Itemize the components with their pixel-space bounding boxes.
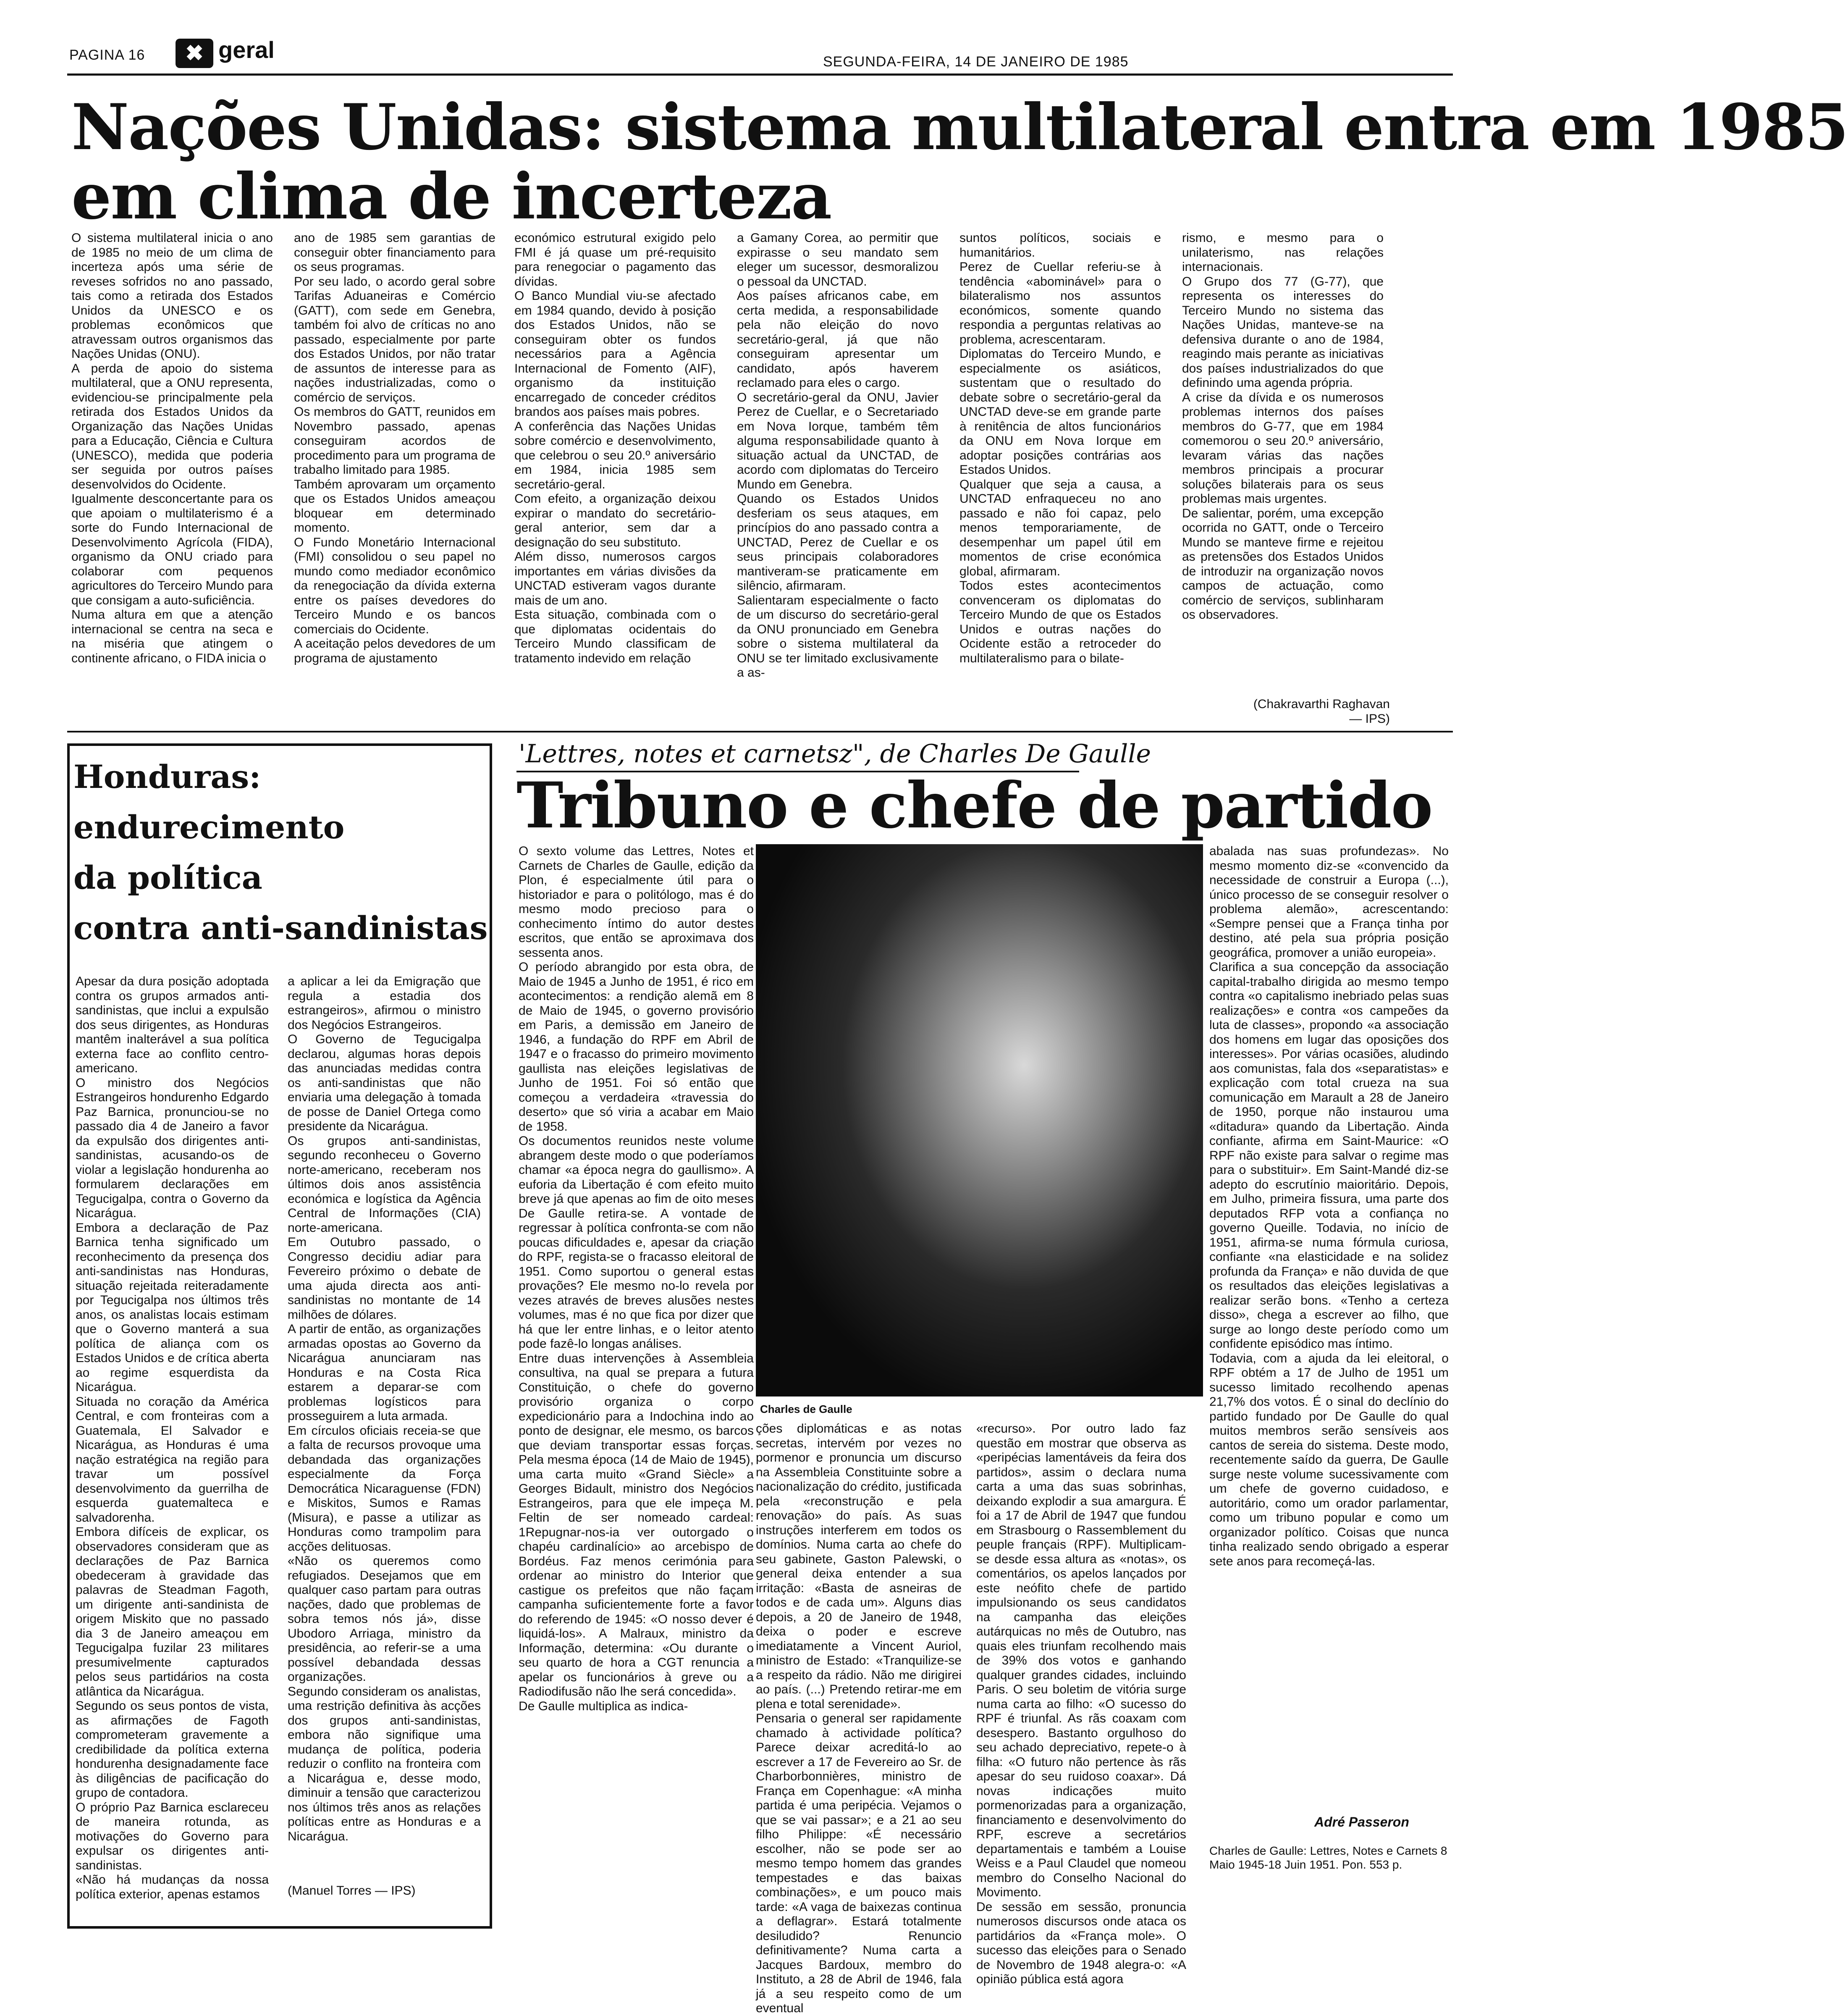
section-name: geral (218, 37, 275, 63)
charles-de-gaulle-photo (756, 844, 1203, 1396)
article-divider (67, 731, 1453, 732)
main-headline-line2: em clima de incerteza (71, 160, 831, 234)
article1-column-6: rismo, e mesmo para o unilaterismo, nas relações internacionais. O Grupo dos 77 (G-77), que representa os interesses do Terceiro Mundo no sistema das Nações Unidas, manteve-se na defensiva durante o ano de 1984, reagindo mais perante as iniciativas dos países industrializados do que definindo uma agenda própria. A crise da dívida e os numerosos problemas internos dos países membros do G-77, que em 1984 comemorou o seu 20.º aniversário, levaram várias das nações membros principais a procurar soluções bilaterais para os seus problemas mais urgentes. De salientar, porém, uma excepção ocorrida no GATT, onde o Terceiro Mundo se manteve firme e rejeitou as pretensões dos Estados Unidos de introduzir na organização novos campos de actuação, como comércio de serviços, sublinharam os observadores. (1182, 231, 1384, 622)
gaulle-column-1: O sexto volume das Lettres, Notes et Carnets de Charles de Gaulle, edição da Plon, é especialmente útil para o historiador e para o politólogo, mas é do mesmo modo precioso para o conhecimento íntimo do autor destes escritos, que então se aproximava dos sessenta anos. O período abrangido por esta obra, de Maio de 1945 a Junho de 1951, é rico em acontecimentos: a rendição alemã em 8 de Maio de 1945, o governo provisório em Paris, a demissão em Janeiro de 1946, a fundação do RPF em Abril de 1947 e o fracasso do primeiro movimento gaullista nas eleições legislativas de Junho de 1951. Foi só então que começou a verdadeira «travessia do deserto» que só viria a acabar em Maio de 1958. Os documentos reunidos neste volume abrangem deste modo o que poderíamos chamar «a época negra do gaullismo». A euforia da Libertação é com efeito muito breve já que apenas ao fim de oito meses De Gaulle retira-se. A vontade de regressar à política confronta-se com não poucas dificuldades e, apesar da criação do RPF, regista-se o fracasso eleitoral de 1951. Como suportou o general estas provações? Ele mesmo no-lo revela por vezes através de breves alusões nestes volumes, mas é no que fica por dizer que há que ler entre linhas, e o leitor atento pode fazê-lo longas análises. Entre duas intervenções à Assembleia consultiva, na qual se prepara a futura Constituição, o chefe do governo provisório organiza o corpo expedicionário para a Indochina indo ao ponto de designar, ele mesmo, os barcos que deviam transportar essas forças. Pela mesma época (14 de Maio de 1945), uma carta muito «Grand Siècle» a Georges Bidault, ministro dos Negócios Estrangeiros, para que ele impeça M. Feltin de ser nomeado cardeal: 1Repugnar-nos-ia ver outorgado o chapéu cardinalício» ao arcebispo de Bordéus. Faz menos cerimónia para ordenar ao ministro do Interior que castigue os prefeitos que não façam campanha suficientemente forte a favor do referendo de 1945: «O nosso dever é liquidá-los». A Malraux, ministro da Informação, determina: «Ou durante o seu quarto de hora a CGT renuncia a apelar os funcionários à greve ou a Radiodifusão não lhe será concedida». De Gaulle multiplica as indica- (519, 844, 754, 1713)
gaulle-book-note: Charles de Gaulle: Lettres, Notes e Carnets 8 Maio 1945-18 Juin 1951. Pon. 553 p. (1209, 1844, 1447, 1871)
gaulle-headline: Tribuno e chefe de partido (516, 769, 1432, 843)
honduras-column-2: a aplicar a lei da Emigração que regula a estadia dos estrangeiros», afirmou o ministro dos Negócios Estrangeiros. O Governo de Tegucigalpa declarou, algumas horas depois das anunciadas medidas contra os anti-sandinistas que não enviaria uma delegação à tomada de posse de Daniel Ortega como presidente da Nicarágua. Os grupos anti-sandinistas, segundo reconheceu o Governo norte-americano, receberam nos últimos dois anos assistência económica e logística da Agência Central de Informações (CIA) norte-americana. Em Outubro passado, o Congresso decidiu adiar para Fevereiro próximo o debate de uma ajuda directa aos anti-sandinistas no montante de 14 milhões de dólares. A partir de então, as organizações armadas opostas ao Governo da Nicarágua anunciaram nas Honduras e na Costa Rica estarem a deparar-se com problemas logísticos para prosseguirem a luta armada. Em círculos oficiais receia-se que a falta de recursos provoque uma debandada das organizações especialmente da Força Democrática Nicaraguense (FDN) e Miskitos, Sumos e Ramas (Misura), e passe a utilizar as Honduras como trampolim para acções delituosas. «Não os queremos como refugiados. Desejamos que em qualquer caso partam para outras nações, dado que problemas de sobra temos nós já», disse Ubodoro Arriaga, ministro da presidência, ao referir-se a uma possível debandada dessas organizações. Segundo consideram os analistas, uma restrição definitiva às acções dos grupos anti-sandinistas, embora não signifique uma mudança de política, poderia reduzir o conflito na fronteira com a Nicarágua e, desse modo, diminuir a tensão que caracterizou nos últimos três anos as relações políticas entre as Honduras e a Nicarágua. (288, 974, 481, 1843)
article1-column-3: económico estrutural exigido pelo FMI é já quase um pré-requisito para renegociar o pagamento das dívidas. O Banco Mundial viu-se afectado em 1984 quando, devido à posição dos Estados Unidos, não se conseguiram obter os fundos necessários para a Agência Internacional de Fomento (AIF), organismo da instituição encarregado de conceder créditos brandos aos países mais pobres. A conferência das Nações Unidas sobre comércio e desenvolvimento, que celebrou o seu 20.º aniversário em 1984, inicia 1985 sem secretário-geral. Com efeito, a organização deixou expirar o mandato do secretário-geral anterior, sem dar a designação do seu substituto. Além disso, numerosos cargos importantes em várias divisões da UNCTAD estiveram vagos durante mais de um ano. Esta situação, combinada com o que diplomatas ocidentais do Terceiro Mundo classificam de tratamento indevido em relação (514, 231, 716, 665)
gaulle-column-3: «recurso». Por outro lado faz questão em mostrar que observa as «peripécias lamentáveis da feira dos partidos», assim o declara numa carta a uma das suas sobrinhas, deixando explodir a sua amargura. É foi a 17 de Abril de 1947 que fundou em Strasbourg o Rassemblement du peuple français (RPF). Multiplicam-se desde essa altura as «notas», os comentários, os apelos lançados por este neófito chefe de partido impulsionando os seus candidatos na campanha das eleições autárquicas no mês de Outubro, nas quais eles triunfam recolhendo mais de 39% dos votos e ganhando qualquer grandes cidades, incluindo Paris. O seu boletim de vitória surge numa carta ao filho: «O sucesso do RPF é triunfal. As rãs coaxam com desespero. Bastanto orgulhoso do seu achado depreciativo, repete-o à filha: «O futuro não pertence às rãs apesar do seu ruidoso coaxar». Dá novas indicações muito pormenorizadas para a organização, financiamento e desenvolvimento do RPF, escreve a secretários departamentais e também a Louise Weiss e a Paul Claudel que nomeou membro do Conselho Nacional do Movimento. De sessão em sessão, pronuncia numerosos discursos onde ataca os partidários da «França mole». O sucesso das eleições para o Senado de Novembro de 1948 alegra-o: «A opinião pública está agora (976, 1422, 1186, 1986)
photo-caption: Charles de Gaulle (760, 1403, 852, 1415)
gaulle-kicker: 'Lettres, notes et carnetsz", de Charles De Gaulle (519, 739, 1151, 769)
newspaper-logo: ✖ (176, 39, 213, 68)
article1-column-5: suntos políticos, sociais e humanitários. Perez de Cuellar referiu-se à tendência «abominável» para o bilateralismo nos assuntos económicos, somente quando respondia a perguntas relativas ao problema, acrescentaram. Diplomatas do Terceiro Mundo, e especialmente os asiáticos, sustentam que o resultado do debate sobre o secretário-geral da UNCTAD deve-se em grande parte à renitência de altos funcionários da ONU em Nova Iorque em adoptar posições contrárias aos Estados Unidos. Qualquer que seja a causa, a UNCTAD enfraqueceu no ano passado e não foi capaz, pelo menos temporariamente, de desempenhar um papel útil em momentos de crise económica global, afirmaram. Todos estes acontecimentos convenceram os diplomatas do Terceiro Mundo de que os Estados Unidos e outras nações do Ocidente estão a retroceder do multilateralismo para o bilate- (959, 231, 1161, 665)
gaulle-signature: Adré Passeron (1314, 1814, 1409, 1830)
honduras-column-1: Apesar da dura posição adoptada contra os grupos armados anti-sandinistas, que inclui a expulsão dos seus dirigentes, as Honduras mantêm inalterável a sua política externa face ao conflito centro-americano. O ministro dos Negócios Estrangeiros hondurenho Edgardo Paz Barnica, pronunciou-se no passado dia 4 de Janeiro a favor da expulsão dos dirigentes anti-sandinistas, acusando-os de violar a legislação hondurenha ao formularem declarações em Tegucigalpa, contra o Governo da Nicarágua. Embora a declaração de Paz Barnica tenha significado um reconhecimento da presença dos anti-sandinistas nas Honduras, situação rejeitada reiteradamente por Tegucigalpa nos últimos três anos, os analistas locais estimam que o Governo manterá a sua política de aliança com os Estados Unidos e de crítica aberta ao regime esquerdista da Nicarágua. Situada no coração da América Central, e com fronteiras com a Guatemala, El Salvador e Nicarágua, as Honduras é uma nação estratégica na região para travar um possível desenvolvimento da guerrilha de esquerda guatemalteca e salvadorenha. Embora difíceis de explicar, os observadores consideram que as declarações de Paz Barnica obedeceram à gravidade das palavras de Steadman Fagoth, um dirigente anti-sandinista de origem Miskito que no passado dia 3 de Janeiro ameaçou em Tegucigalpa fuzilar 23 militares presumivelmente capturados pelos seus partidários na costa atlântica da Nicarágua. Segundo os seus pontos de vista, as afirmações de Fagoth comprometeram gravemente a credibilidade da política externa hondurenha designadamente face às diligências de pacificação do grupo de contadora. O próprio Paz Barnica esclareceu de maneira rotunda, as motivações do Governo para expulsar os dirigentes anti-sandinistas. «Não há mudanças da nossa política exterior, apenas estamos (76, 974, 269, 1901)
honduras-byline: (Manuel Torres — IPS) (288, 1884, 416, 1898)
header-rule (67, 74, 1453, 76)
page-number: PAGINA 16 (69, 47, 145, 63)
article1-column-4: a Gamany Corea, ao permitir que expirasse o seu mandato sem eleger um sucessor, desmoralizou o pessoal da UNCTAD. Aos países africanos cabe, em certa medida, a responsabilidade pela não eleição do novo secretário-geral, já que não conseguiram apresentar um candidato, após haverem reclamado para eles o cargo. O secretário-geral da ONU, Javier Perez de Cuellar, e o Secretariado em Nova Iorque, também têm alguma responsabilidade quanto à situação actual da UNCTAD, de acordo com diplomatas do Terceiro Mundo em Genebra. Quando os Estados Unidos desferiam os seus ataques, em princípios do ano passado contra a UNCTAD, Perez de Cuellar e os seus principais colaboradores mantiveram-se praticamente em silêncio, afirmaram. Salientaram especialmente o facto de um discurso do secretário-geral da ONU pronunciado em Genebra sobre o sistema multilateral da ONU se ter limitado exclusivamente a as- (737, 231, 938, 680)
article1-byline: (Chakravarthi Raghavan — IPS) (1253, 697, 1390, 726)
page-date: SEGUNDA-FEIRA, 14 DE JANEIRO DE 1985 (823, 54, 1129, 70)
main-headline-line1: Nações Unidas: sistema multilateral entra em 1985 (71, 90, 1848, 164)
honduras-title-line2: endurecimento (73, 808, 345, 846)
article1-column-1: O sistema multilateral inicia o ano de 1985 no meio de um clima de incerteza após uma série de reveses sofridos no ano passado, tais como a retirada dos Estados Unidos da UNESCO e os problemas econômicos que atravessam outros organismos das Nações Unidas (ONU). A perda de apoio do sistema multilateral, que a ONU representa, evidenciou-se principalmente pela retirada dos Estados Unidos da Organização das Nações Unidas para a Educação, Ciência e Cultura (UNESCO), medida que poderia ser seguida por outros países desenvolvidos do Ocidente. Igualmente desconcertante para os que apoiam o multilaterismo é a sorte do Fundo Internacional de Desenvolvimento Agrícola (FIDA), organismo da ONU criado para colaborar com pequenos agricultores do Terceiro Mundo para que consigam a auto-suficiência. Numa altura em que a atenção internacional se centra na seca e na miséria que atingem o continente africano, o FIDA inicia o (71, 231, 273, 665)
gaulle-column-2: ções diplomáticas e as notas secretas, intervém por vezes no pormenor e pronuncia um discurso na Assembleia Constituinte sobre a nacionalização do crédito, justificada pela «reconstrução e pela renovação» do país. As suas instruções interferem em todos os domínios. Numa carta ao chefe do seu gabinete, Gaston Palewski, o general deixa entender a sua irritação: «Basta de asneiras de todos e de cada um». Alguns dias depois, a 20 de Janeiro de 1948, deixa o poder e escreve imediatamente a Vincent Auriol, ministro de Estado: «Tranquilize-se a respeito da rádio. Não me dirigirei ao país. (...) Pretendo retirar-me em plena e total serenidade». Pensaria o general ser rapidamente chamado à actividade política? Parece deixar acreditá-lo ao escrever a 17 de Fevereiro ao Sr. de Charborbonnières, ministro de França em Copenhague: «A minha partida é uma peripécia. Vejamos o que se vai passar»; e a 21 ao seu filho Philippe: «É necessário escolher, não se pode ser ao mesmo tempo homem das grandes tempestades e das baixas combinações», e um pouco mais tarde: «A vaga de baixezas continua a deflagrar». Estará totalmente desiludido? Renuncio definitivamente? Numa carta a Jacques Bardoux, membro do Instituto, a 28 de Abril de 1946, fala já a seu respeito como de um eventual (756, 1422, 962, 2015)
article1-column-2: ano de 1985 sem garantias de conseguir obter financiamento para os seus programas. Por seu lado, o acordo geral sobre Tarifas Aduaneiras e Comércio (GATT), com sede em Genebra, também foi alvo de críticas no ano passado, especialmente por parte dos Estados Unidos, por não tratar de assuntos de interesse para as nações industrializadas, como o comércio de serviços. Os membros do GATT, reunidos em Novembro passado, apenas conseguiram acordos de procedimento para um programa de trabalho limitado para 1985. Também aprovaram um orçamento que os Estados Unidos ameaçou bloquear em determinado momento. O Fundo Monetário Internacional (FMI) consolidou o seu papel no mundo como mediador econômico da renegociação da dívida externa entre os países devedores do Terceiro Mundo e os bancos comerciais do Ocidente. A aceitação pelos devedores de um programa de ajustamento (294, 231, 495, 665)
honduras-title-line4: contra anti-sandinistas (73, 909, 488, 947)
gaulle-column-4: abalada nas suas profundezas». No mesmo momento diz-se «convencido da necessidade de construir a Europa (...), único processo de se conseguir resolver o problema alemão», acrescentando: «Sempre pensei que a França tinha por destino, até pela sua própria posição geográfica, promover a união europeia». Clarifica a sua concepção da associação capital-trabalho dirigida ao mesmo tempo contra «o capitalismo inebriado pelas suas realizações» e contra «os campeões da luta de classes», propondo «a associação dos homens em lugar das oposições dos interesses». Por várias ocasiões, aludindo aos comunistas, fala dos «separatistas» e explicação com total crueza na sua comunicação em Marault a 28 de Janeiro de 1950, porque não instaurou uma «ditadura» quando da Libertação. Ainda confiante, afirma em Saint-Maurice: «O RPF não existe para salvar o regime mas para o substituir». Em Saint-Mandé diz-se adepto do escrutínio maioritário. Depois, em Julho, primeira fissura, uma parte dos deputados RFP vota a confiança no governo Queille. Todavia, no início de 1951, afirma-se numa fórmula curiosa, confiante «na elasticidade e na solidez profunda da França» e não duvida de que os resultados das eleições legislativas a realizar serão bons. «Tenho a certeza disso», chega a escrever ao filho, que surge ao longo deste período como um confidente episódico mas íntimo. Todavia, com a ajuda da lei eleitoral, o RPF obtém a 17 de Julho de 1951 um sucesso limitado recolhendo apenas 21,7% dos votos. É o sinal do declínio do partido fundado por De Gaulle do qual muitos membros serão sensíveis aos cantos de sereia do sistema. Deste modo, recentemente saído da guerra, De Gaulle surge neste volume sucessivamente com um chefe de governo cuidadoso, e autoritário, como um orador parlamentar, como um tribuno popular e como um organizador político. Coisas que nunca tinha realizado sendo obrigado a esperar sete anos para recomeçá-las. (1209, 844, 1449, 1568)
honduras-title-line3: da política (73, 859, 262, 896)
honduras-title-line1: Honduras: (73, 758, 261, 795)
